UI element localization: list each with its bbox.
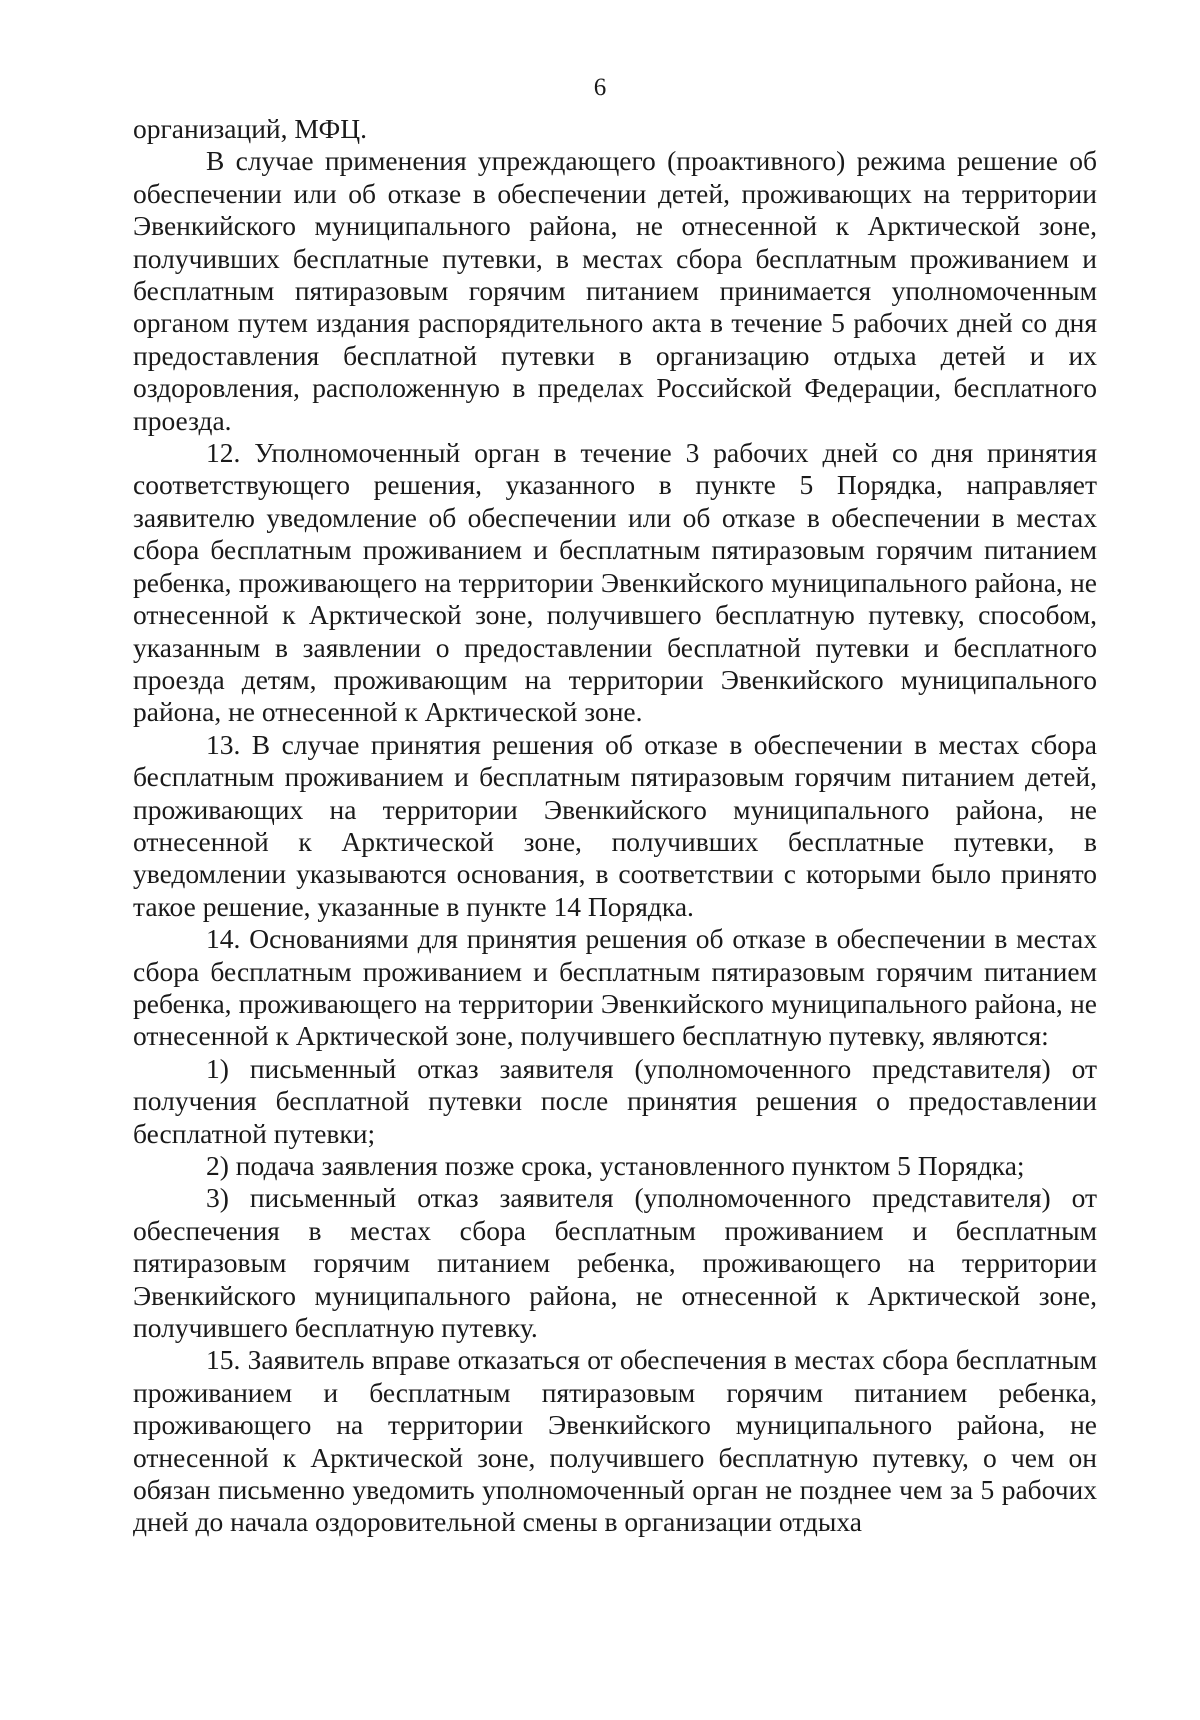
paragraph-clause-14-item-2: 2) подача заявления позже срока, установленного пунктом 5 Порядка; [206,1150,1025,1181]
paragraph-clause-14-item-1: 1) письменный отказ заявителя (уполномоченного представителя) от получения бесплатной путевки после принятия решения о предоставлении бесплатной путевки; [133,1052,1097,1149]
document-body [133,113,1097,1539]
paragraph-clause-14: 14. Основаниями для принятия решения об отказе в обеспечении в местах сбора бесплатным проживанием и бесплатным пятиразовым горячим питанием ребенка, проживающего на территории Эвенкийского муниципального района, не отнесенной к Арктической зоне, получившего бесплатную путевку, являются: [133,923,1097,1052]
paragraph-clause-13: 13. В случае принятия решения об отказе в обеспечении в местах сбора бесплатным проживанием и бесплатным пятиразовым горячим питанием детей, проживающих на территории Эвенкийского муниципального района, не отнесенной к Арктической зоне, получивших бесплатные путевки, в уведомлении указываются основания, в соответствии с которыми было принято такое решение, указанные в пункте 14 Порядка. [133,728,1097,922]
paragraph-proactive-mode: В случае применения упреждающего (проактивного) режима решение об обеспечении или об отказе в обеспечении детей, проживающих на территории Эвенкийского муниципального района, не отнесенной к Арктической зоне, получивших бесплатные путевки, в местах сбора бесплатным проживанием и бесплатным пятиразовым горячим питанием принимается уполномоченным органом путем издания распорядительного акта в течение 5 рабочих дней со дня предоставления бесплатной путевки в организацию отдыха детей и их оздоровления, расположенную в пределах Российской Федерации, бесплатного проезда. [133,145,1097,436]
paragraph-clause-12: 12. Уполномоченный орган в течение 3 рабочих дней со дня принятия соответствующего решения, указанного в пункте 5 Порядка, направляет заявителю уведомление об обеспечении или об отказе в обеспечении в местах сбора бесплатным проживанием и бесплатным пятиразовым горячим питанием ребенка, проживающего на территории Эвенкийского муниципального района, не отнесенной к Арктической зоне, получившего бесплатную путевку, способом, указанным в заявлении о предоставлении бесплатной путевки и бесплатного проезда детям, проживающим на территории Эвенкийского муниципального района, не отнесенной к Арктической зоне. [133,437,1097,728]
paragraph-clause-14-item-3: 3) письменный отказ заявителя (уполномоченного представителя) от обеспечения в местах сбора бесплатным проживанием и бесплатным пятиразовым горячим питанием ребенка, проживающего на территории Эвенкийского муниципального района, не отнесенной к Арктической зоне, получившего бесплатную путевку. [133,1182,1097,1344]
paragraph-continuation: организаций, МФЦ. [133,113,367,144]
page-number: 6 [593,74,607,101]
paragraph-clause-15: 15. Заявитель вправе отказаться от обеспечения в местах сбора бесплатным проживанием и бесплатным пятиразовым горячим питанием ребенка, проживающего на территории Эвенкийского муниципального района, не отнесенной к Арктической зоне, получившего бесплатную путевку, о чем он обязан письменно уведомить уполномоченный орган не позднее чем за 5 рабочих дней до начала оздоровительной смены в организации отдыха [133,1344,1097,1538]
